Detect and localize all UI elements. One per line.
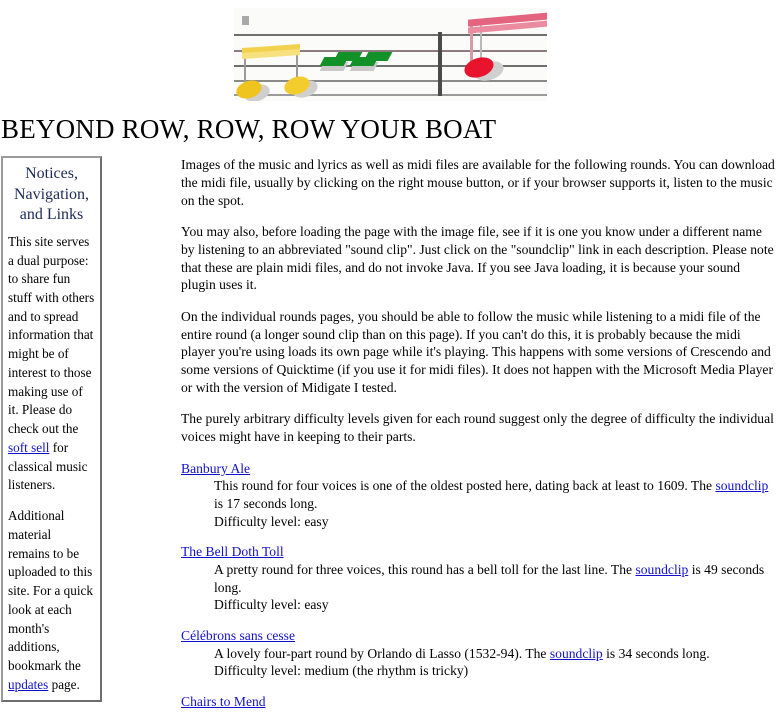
soft-sell-link[interactable]: soft sell	[8, 439, 50, 455]
sidebar-text: Additional material remains to be uploaded to this site. For a quick look at each month's additions, bookmark the	[8, 508, 93, 673]
round-title	[181, 627, 777, 645]
page-title: BEYOND ROW, ROW, ROW YOUR BOAT	[1, 114, 497, 144]
page-layout	[0, 156, 781, 723]
intro-paragraph-4: The purely arbitrary difficulty levels given for each round suggest only the degree of difficulty the individual voices might have in keeping to their parts.	[181, 411, 774, 445]
round-difficulty: Difficulty level: easy	[214, 597, 329, 613]
soundclip-link[interactable]: soundclip	[549, 645, 603, 661]
round-link-the-bell-doth-toll[interactable]: The Bell Doth Toll	[181, 544, 284, 560]
banner-container	[0, 0, 781, 101]
music-staff-image	[234, 8, 547, 101]
sidebar-text: page.	[48, 676, 80, 692]
round-description-text: A lovely four-part round by Orlando di Lasso (1532-94). The	[214, 645, 550, 661]
round-link-celebrons-sans-cesse[interactable]: Célébrons sans cesse	[181, 628, 296, 644]
sidebar-column	[0, 156, 106, 702]
round-description	[181, 645, 777, 663]
sidebar-paragraph-purpose	[8, 233, 95, 495]
sidebar-heading: Notices, Navigation, and Links	[13, 165, 90, 223]
round-title	[181, 693, 777, 711]
round-description-text: This round for four voices is one of the oldest posted here, dating back at least to 1609. The	[214, 478, 716, 494]
round-description-text: is 49 seconds long.	[214, 562, 765, 595]
intro-paragraph-2: You may also, before loading the page with the image file, see if it is one you know under a different name by listening to an abbreviated "sound clip". Just click on the "soundclip" link in each description. Please note that these are plain midi files, and do not invoke Java. If you see Java loading, it is because your sound plugin uses it.	[181, 224, 774, 293]
updates-link[interactable]: updates	[8, 676, 49, 692]
main-content	[106, 156, 781, 723]
soundclip-link[interactable]: soundclip	[715, 478, 769, 494]
sidebar-text: for classical music listeners.	[8, 439, 88, 493]
round-link-chairs-to-mend[interactable]: Chairs to Mend	[181, 694, 266, 710]
round-entry	[181, 627, 777, 680]
round-entry	[181, 693, 777, 711]
round-description	[181, 561, 777, 596]
sidebar-box	[1, 156, 102, 702]
squiggle-segment	[364, 52, 393, 61]
intro-paragraph-1: Images of the music and lyrics as well as midi files are available for the following rounds. You can download the midi file, usually by clicking on the right mouse button, or if your browser supports it, listen to the music on the spot.	[181, 157, 775, 208]
round-difficulty: Difficulty level: medium (the rhythm is tricky)	[214, 663, 469, 679]
round-entry	[181, 460, 777, 531]
staff-line	[234, 80, 547, 82]
round-entry	[181, 543, 777, 614]
green-squiggle-icon	[322, 52, 388, 70]
sidebar-text: This site serves a dual purpose: to share fun stuff with others and to spread information that might be of interest to those making use of it. Please do check out the	[8, 233, 95, 437]
round-description-text: is 34 seconds long.	[602, 645, 710, 661]
barline	[438, 32, 442, 96]
round-description-text: A pretty round for three voices, this round has a bell toll for the last line. The	[214, 562, 636, 578]
staff-line	[234, 94, 547, 96]
round-link-banbury-ale[interactable]: Banbury Ale	[181, 460, 251, 476]
round-title	[181, 460, 777, 478]
round-difficulty: Difficulty level: easy	[214, 513, 329, 529]
soundclip-link[interactable]: soundclip	[635, 562, 689, 578]
round-title	[181, 543, 777, 561]
intro-paragraph-3: On the individual rounds pages, you should be able to follow the music while listening to a midi file of the entire round (a longer sound clip than on this page). If you can't do this, it is probably because the midi player you're using loads its own page while it's playing. This happens with some versions of Crescendo and some versions of Quicktime (if you use it for midi files). It does not happen with the Microsoft Media Player or with the version of Midigate I tested.	[181, 309, 773, 395]
clef-mark-icon	[242, 16, 249, 25]
round-description-text: is 17 seconds long.	[214, 496, 318, 512]
staff-line	[234, 34, 547, 36]
round-description	[181, 477, 777, 512]
sidebar-paragraph-updates	[8, 507, 95, 694]
